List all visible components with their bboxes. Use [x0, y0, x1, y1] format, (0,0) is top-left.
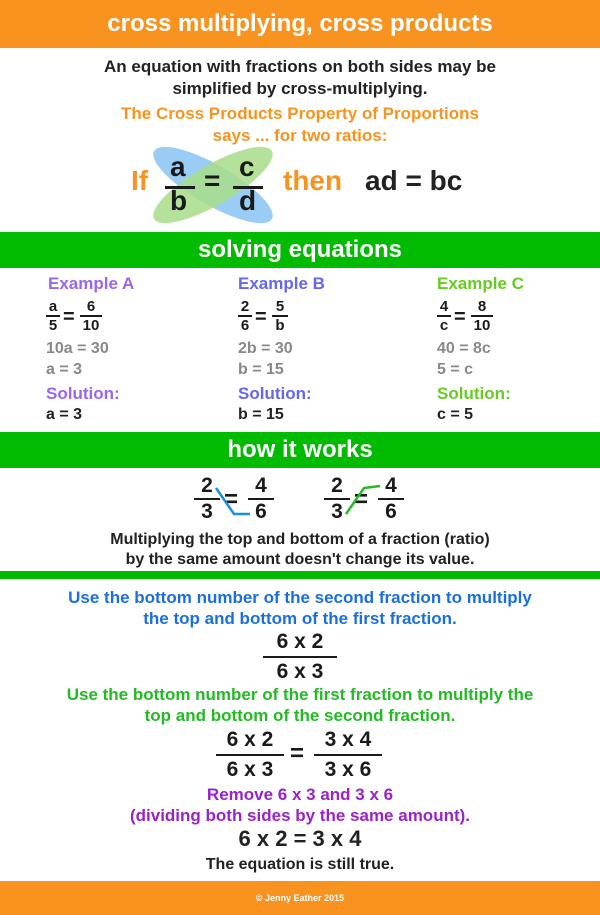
- green-instruction-1: Use the bottom number of the first fraction to multiply the: [66, 685, 534, 704]
- method-frac2-rd: 3 x 6: [324, 758, 372, 781]
- method-frac1-den: 6 x 3: [276, 660, 324, 683]
- solving-bar: [0, 232, 600, 268]
- method-frac2-ln: 6 x 2: [226, 728, 274, 751]
- example-a-title: Example A: [48, 274, 135, 293]
- example-a-step2: a = 3: [46, 361, 83, 378]
- example-a-den1: 5: [48, 317, 58, 334]
- how-text-2: by the same amount doesn't change its value.: [125, 551, 475, 568]
- intro-line-2: simplified by cross-multiplying.: [172, 79, 428, 98]
- var-c: c: [239, 151, 255, 182]
- example-c-eq: [437, 298, 517, 340]
- example-c-equals: =: [454, 306, 466, 328]
- ad-equals-bc: ad = bc: [365, 165, 463, 196]
- how1-d1: 3: [201, 500, 213, 523]
- example-b: [238, 272, 408, 427]
- method-frac2-equals: =: [290, 740, 305, 767]
- example-c-solution-label: Solution:: [437, 384, 511, 403]
- example-a-num2: 6: [86, 298, 96, 315]
- how-fraction-pair-2: [320, 474, 410, 528]
- how2-n1: 2: [331, 474, 343, 497]
- example-c-den2: 10: [473, 317, 491, 334]
- method-fraction-1: [263, 630, 337, 684]
- how1-n1: 2: [201, 474, 213, 497]
- example-a-step1: 10a = 30: [46, 340, 109, 357]
- method-frac1-line: [263, 656, 337, 658]
- example-b-den1: 6: [240, 317, 250, 334]
- if-label: If: [131, 165, 149, 196]
- how2-cross-arrow: [320, 474, 410, 528]
- example-b-eq: [238, 298, 318, 340]
- solving-title: solving equations: [197, 236, 403, 263]
- header-bar: [0, 0, 600, 48]
- method-frac2-right: [314, 728, 382, 782]
- example-a-equals: =: [63, 306, 75, 328]
- property-diagram: [0, 145, 600, 225]
- method-frac1-num: 6 x 2: [276, 630, 324, 653]
- example-a-solution: a = 3: [46, 406, 83, 423]
- method-frac2-left-line: [216, 754, 284, 756]
- how2-equals: =: [354, 486, 369, 513]
- example-c-frac1: [437, 298, 451, 334]
- then-label: then: [283, 165, 343, 196]
- example-b-step1: 2b = 30: [238, 340, 293, 357]
- example-b-num2: 5: [275, 298, 285, 315]
- blue-instruction-1: Use the bottom number of the second fraction to multiply: [68, 588, 532, 607]
- example-b-num1: 2: [240, 298, 250, 315]
- example-c-num1: 4: [439, 298, 449, 315]
- example-b-solution-label: Solution:: [238, 384, 312, 403]
- copyright-text: © Jenny Eather 2015: [255, 893, 345, 903]
- property-title: The Cross Products Property of Proportions: [121, 104, 479, 123]
- method-equation: [216, 728, 386, 782]
- example-b-frac2: [272, 298, 288, 334]
- purple-instruction-1: Remove 6 x 3 and 3 x 6: [206, 785, 394, 804]
- page-title: cross multiplying, cross products: [107, 10, 493, 37]
- example-c: [437, 272, 597, 427]
- example-a-eq: [46, 298, 126, 340]
- var-a: a: [170, 151, 186, 182]
- how1-d2: 6: [255, 500, 267, 523]
- example-a-frac1: [46, 298, 60, 334]
- example-b-step2: b = 15: [238, 361, 284, 378]
- blue-instruction-2: the top and bottom of the first fraction.: [143, 609, 457, 628]
- example-c-title: Example C: [437, 274, 524, 293]
- example-c-num2: 8: [477, 298, 487, 315]
- how-text-1: Multiplying the top and bottom of a fraction (ratio): [110, 531, 490, 548]
- var-d: d: [239, 185, 257, 216]
- method-frac2-left: [216, 728, 284, 782]
- how1-n2: 4: [255, 474, 267, 497]
- how2-d1: 3: [331, 500, 343, 523]
- how1-equals: =: [224, 486, 239, 513]
- example-a-den2: 10: [82, 317, 100, 334]
- green-instruction-2: top and bottom of the second fraction.: [144, 706, 456, 725]
- example-b-solution: b = 15: [238, 406, 284, 423]
- var-b: b: [170, 185, 188, 216]
- how1-cross-arrow: [190, 474, 280, 528]
- intro-line-1: An equation with fractions on both sides may be: [104, 57, 496, 76]
- example-a: [46, 272, 216, 427]
- method-frac2-ld: 6 x 3: [226, 758, 274, 781]
- example-c-solution: c = 5: [437, 406, 474, 423]
- example-a-frac2: [80, 298, 102, 334]
- how-bar: [0, 432, 600, 468]
- how-title: how it works: [227, 436, 373, 463]
- example-c-step1: 40 = 8c: [437, 340, 491, 357]
- example-a-num1: a: [48, 298, 58, 315]
- example-b-equals: =: [255, 306, 267, 328]
- purple-instruction-2: (dividing both sides by the same amount).: [129, 806, 471, 825]
- example-b-title: Example B: [238, 274, 325, 293]
- property-subtitle: says ... for two ratios:: [212, 126, 388, 145]
- example-c-den1: c: [439, 317, 449, 334]
- equals-sign: =: [204, 165, 221, 196]
- how2-n2: 4: [385, 474, 397, 497]
- green-divider: [0, 571, 600, 579]
- example-a-solution-label: Solution:: [46, 384, 120, 403]
- example-b-den2: b: [275, 317, 285, 334]
- how2-d2: 6: [385, 500, 397, 523]
- still-true-text: The equation is still true.: [205, 856, 395, 873]
- how-fraction-pair-1: [190, 474, 280, 528]
- footer-bar: [0, 881, 600, 915]
- example-c-step2: 5 = c: [437, 361, 474, 378]
- method-frac2-right-line: [314, 754, 382, 756]
- method-frac2-rn: 3 x 4: [324, 728, 372, 751]
- example-b-frac1: [238, 298, 252, 334]
- example-c-frac2: [471, 298, 493, 334]
- final-equation: 6 x 2 = 3 x 4: [238, 826, 362, 851]
